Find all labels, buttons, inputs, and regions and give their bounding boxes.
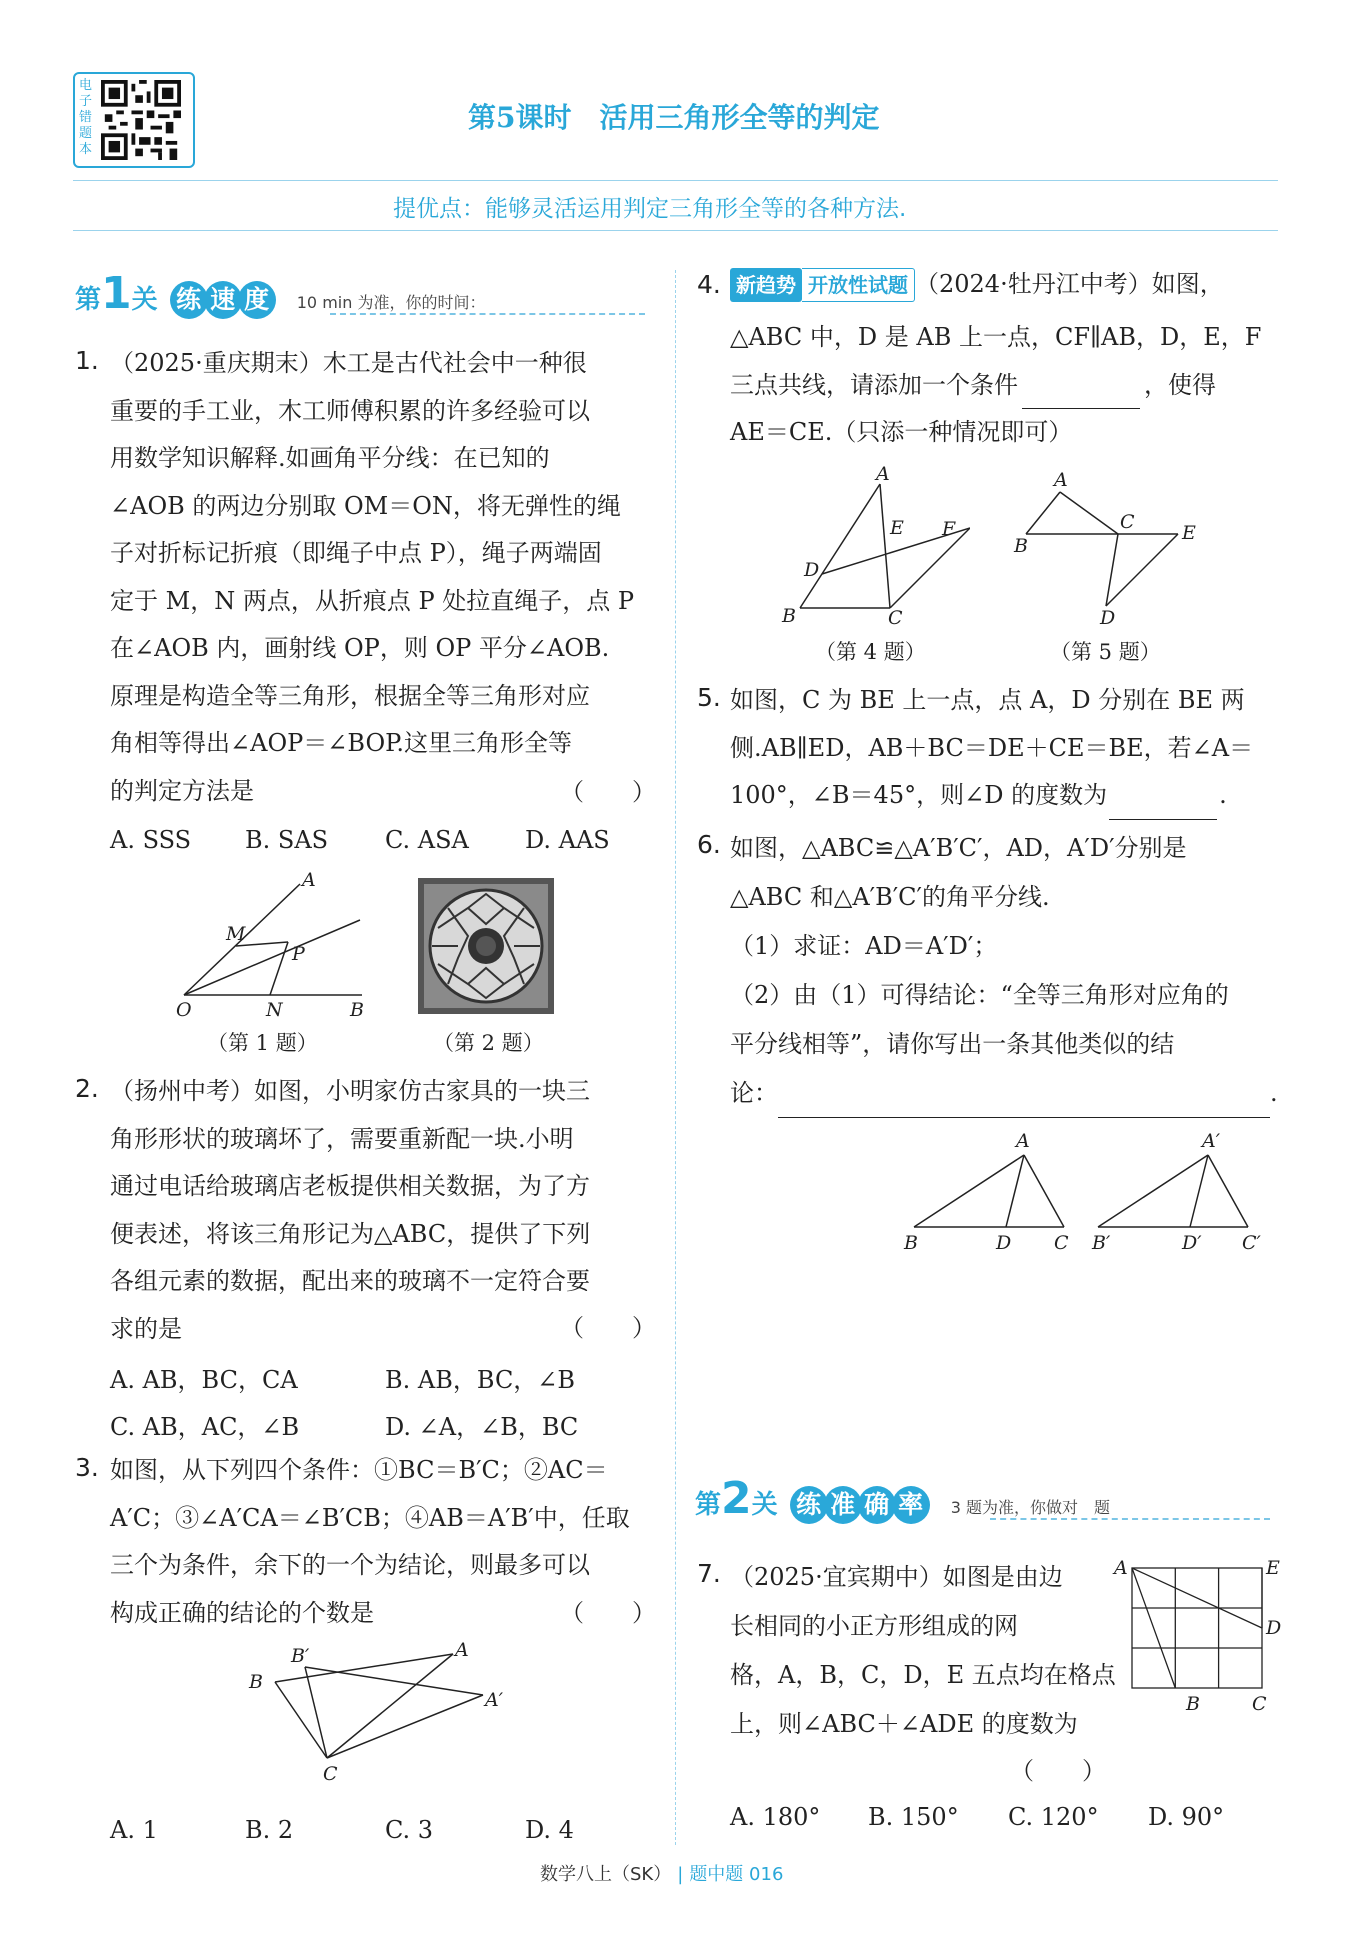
key-point: 提优点：能够灵活运用判定三角形全等的各种方法. — [393, 196, 907, 222]
q1-line: （2025·重庆期末）木工是古代社会中一种很 — [110, 349, 587, 377]
q1-figure-caption: （第 1 题） — [207, 1031, 318, 1055]
section2-title-char: 准 — [824, 1486, 862, 1524]
fig5-label-c: C — [1120, 511, 1135, 533]
q2-line: 求的是 — [110, 1314, 182, 1343]
q1-line: 子对折标记折痕（即绳子中点 P），绳子两端固 — [110, 539, 602, 567]
fig6-label-d-prime: D′ — [1182, 1232, 1202, 1254]
fig5-label-d: D — [1100, 607, 1116, 627]
section2-title-char: 率 — [892, 1486, 930, 1524]
q2-line: 角形形状的玻璃坏了，需要重新配一块.小明 — [110, 1124, 574, 1153]
fig6-label-a-prime: A′ — [1202, 1130, 1221, 1152]
q7-line: 长相同的小正方形组成的网 — [730, 1612, 1018, 1640]
fig3-label-c: C — [323, 1763, 338, 1785]
fig6-label-a: A — [1016, 1130, 1030, 1152]
q3-line: A′C；③∠A′CA＝∠B′CB；④AB＝A′B′中，任取 — [110, 1503, 630, 1532]
fig1-ray-op — [184, 920, 360, 995]
fig5-label-e: E — [1182, 522, 1196, 544]
q3-option-c[interactable]: C. 3 — [385, 1816, 434, 1844]
q6-line: 平分线相等”，请你写出一条其他类似的结 — [730, 1030, 1175, 1058]
section1-suffix: 关 — [131, 285, 158, 315]
section1-header — [75, 268, 485, 319]
section1-note: 10 min 为准，你的时间： — [296, 293, 486, 312]
q1-number: 1. — [75, 346, 99, 375]
section2-prefix: 第 — [695, 1490, 722, 1520]
figure-6 — [900, 1125, 1270, 1260]
fig1-np — [270, 942, 288, 995]
section1-title-char: 度 — [238, 281, 276, 319]
column-divider — [675, 270, 676, 1845]
footer-page: 题中题 016 — [689, 1864, 784, 1885]
q2-line: （扬州中考）如图，小明家仿古家具的一块三 — [110, 1077, 590, 1105]
q7-line: 格，A，B，C，D，E 五点均在格点 — [730, 1661, 1116, 1689]
q1-line: 角相等得出∠AOP＝∠BOP.这里三角形全等 — [110, 729, 573, 757]
fig1-label-p: P — [292, 943, 305, 965]
q1-option-c[interactable]: C. ASA — [385, 826, 469, 854]
footer-separator: | — [677, 1864, 684, 1885]
fig7-label-a: A — [1114, 1557, 1128, 1579]
fig7-label-d: D — [1266, 1617, 1282, 1639]
q3-line: 构成正确的结论的个数是 — [110, 1598, 374, 1627]
figure-7-grid — [1110, 1548, 1285, 1713]
q1-line: ∠AOB 的两边分别取 OM＝ON，将无弹性的绳 — [110, 491, 621, 520]
q7-option-b[interactable]: B. 150° — [868, 1803, 959, 1831]
q3-line: 如图，从下列四个条件：①BC＝B′C；②AC＝ — [110, 1456, 608, 1484]
footer — [540, 1860, 783, 1886]
figure-3 — [245, 1640, 515, 1785]
fig6-label-b: B — [904, 1232, 918, 1254]
fig1-label-a: A — [302, 870, 316, 891]
q7-option-a[interactable]: A. 180° — [730, 1803, 821, 1831]
section2-underline — [990, 1518, 1270, 1520]
q5-line-with-blank: 100°，∠B＝45°，则∠D 的度数为 . — [730, 772, 1290, 820]
fig6-label-b-prime: B′ — [1092, 1232, 1111, 1254]
q1-option-a[interactable]: A. SSS — [110, 826, 192, 854]
fig3-label-a-prime: A′ — [485, 1689, 504, 1711]
q6-line: △ABC 和△A′B′C′的角平分线. — [730, 883, 1050, 911]
q4-number: 4. — [697, 270, 721, 299]
q4-line: AE＝CE.（只添一种情况即可） — [730, 418, 1073, 446]
q5-number: 5. — [697, 683, 721, 712]
q6-text — [730, 824, 1290, 1118]
q5-line: 如图，C 为 BE 上一点，点 A，D 分别在 BE 两 — [730, 686, 1245, 714]
section1-title-char: 练 — [170, 281, 208, 319]
q2-line: 通过电话给玻璃店老板提供相关数据，为了方 — [110, 1172, 590, 1200]
q5-blank[interactable] — [1109, 789, 1217, 820]
section1-title-char: 速 — [204, 281, 242, 319]
q2-line: 各组元素的数据，配出来的玻璃不一定符合要 — [110, 1267, 590, 1295]
q6-line: 如图，△ABC≌△A′B′C′，AD，A′D′分别是 — [730, 834, 1187, 862]
fig3-label-b: B — [249, 1671, 263, 1693]
q2-number: 2. — [75, 1074, 99, 1103]
qr-block — [73, 72, 195, 168]
header-divider-bottom — [73, 230, 1278, 231]
fig1-label-m: M — [226, 923, 246, 945]
q3-option-b[interactable]: B. 2 — [245, 1816, 294, 1844]
q4-figure-caption: （第 4 题） — [815, 640, 926, 664]
fig1-label-b: B — [350, 999, 364, 1020]
q2-option-d[interactable]: D. ∠A，∠B，BC — [385, 1413, 579, 1441]
section2-title-char: 练 — [790, 1486, 828, 1524]
fig5-label-b: B — [1014, 535, 1028, 557]
qr-label: 电子错题本 — [79, 78, 93, 157]
section2-header — [695, 1473, 1110, 1524]
q1-option-b[interactable]: B. SAS — [245, 826, 329, 854]
fig5-label-a: A — [1054, 472, 1068, 491]
q5-line: 侧.AB∥ED，AB＋BC＝DE＋CE＝BE，若∠A＝ — [730, 733, 1254, 762]
q7-number: 7. — [697, 1559, 721, 1588]
q4-line: △ABC 中，D 是 AB 上一点，CF∥AB，D，E，F — [730, 323, 1262, 351]
q7-answer-paren[interactable]: （ ） — [1010, 1757, 1106, 1785]
q1-text — [110, 340, 665, 815]
q3-answer-paren[interactable]: （ ） — [560, 1599, 656, 1627]
q1-line: 定于 M，N 两点，从折痕点 P 处拉直绳子，点 P — [110, 586, 635, 615]
q1-line: 的判定方法是 — [110, 776, 254, 805]
fig7-label-b: B — [1186, 1693, 1200, 1713]
q1-answer-paren[interactable]: （ ） — [560, 778, 656, 806]
fig7-label-e: E — [1266, 1557, 1280, 1579]
figure-5 — [1010, 472, 1210, 627]
figure-2-window-lattice — [418, 878, 554, 1014]
section2-suffix: 关 — [751, 1490, 778, 1520]
fig4-label-f: F — [942, 518, 956, 540]
qr-code-icon — [101, 80, 181, 160]
q1-line: 用数学知识解释.如画角平分线：在已知的 — [110, 444, 550, 472]
figure-4 — [770, 466, 970, 626]
q3-line: 三个为条件，余下的一个为结论，则最多可以 — [110, 1551, 590, 1579]
section1-number: 1 — [101, 268, 132, 319]
q4-tag-open: 开放性试题 — [802, 268, 915, 302]
q2-option-b[interactable]: B. AB，BC，∠B — [385, 1366, 576, 1394]
q1-option-d[interactable]: D. AAS — [525, 826, 610, 854]
q6-number: 6. — [697, 830, 721, 859]
q6-line: （2）由（1）可得结论：“全等三角形对应角的 — [730, 981, 1229, 1009]
q1-line: 原理是构造全等三角形，根据全等三角形对应 — [110, 681, 590, 710]
q7-option-c[interactable]: C. 120° — [1008, 1803, 1099, 1831]
q6-line: （1）求证：AD＝A′D′； — [730, 932, 998, 960]
fig4-label-b: B — [782, 605, 796, 626]
q2-answer-paren[interactable]: （ ） — [560, 1314, 656, 1342]
q7-line: 上，则∠ABC＋∠ADE 的度数为 — [730, 1710, 1078, 1738]
q3-option-d[interactable]: D. 4 — [525, 1816, 574, 1844]
fig6-label-d: D — [996, 1232, 1012, 1254]
fig7-label-c: C — [1252, 1693, 1267, 1713]
q7-option-d[interactable]: D. 90° — [1148, 1803, 1225, 1831]
section2-title-char: 确 — [858, 1486, 896, 1524]
fig1-label-o: O — [176, 999, 192, 1020]
q4-blank[interactable] — [1022, 378, 1140, 409]
q5-text — [730, 677, 1290, 820]
q3-option-a[interactable]: A. 1 — [110, 1816, 158, 1844]
fig3-label-b-prime: B′ — [291, 1645, 310, 1667]
section2-number: 2 — [721, 1473, 752, 1524]
q2-figure-caption: （第 2 题） — [433, 1031, 544, 1055]
fig6-label-c: C — [1054, 1232, 1069, 1254]
fig1-label-n: N — [266, 999, 283, 1020]
q1-line: 在∠AOB 内，画射线 OP，则 OP 平分∠AOB. — [110, 634, 610, 662]
q4-line-with-blank: 三点共线，请添加一个条件 ，使得 — [730, 362, 1290, 410]
q1-line: 重要的手工业，木工师傅积累的许多经验可以 — [110, 396, 590, 425]
figure-1 — [170, 870, 370, 1020]
fig4-label-e: E — [890, 517, 904, 539]
fig3-label-a: A — [455, 1640, 469, 1661]
q3-number: 3. — [75, 1453, 99, 1482]
footer-book: 数学八上（SK） — [540, 1864, 672, 1885]
fig4-label-c: C — [888, 607, 903, 626]
q2-option-c[interactable]: C. AB，AC，∠B — [110, 1413, 300, 1441]
lesson-title: 第5课时 活用三角形全等的判定 — [468, 101, 880, 134]
q4-first-line — [730, 268, 1224, 302]
q5-figure-caption: （第 5 题） — [1050, 640, 1161, 664]
q4-source: （2024·牡丹江中考）如图， — [915, 270, 1224, 298]
q2-line: 便表述，将该三角形记为△ABC，提供了下列 — [110, 1219, 591, 1248]
section1-underline — [330, 313, 645, 315]
q7-text — [730, 1553, 1130, 1749]
q4-text — [730, 314, 1290, 457]
q2-option-a[interactable]: A. AB，BC，CA — [110, 1366, 298, 1394]
fig4-label-a: A — [876, 466, 890, 485]
q7-line: （2025·宜宾期中）如图是由边 — [730, 1563, 1063, 1591]
q4-tag-trend: 新趋势 — [730, 268, 802, 302]
section2-note: 3 题为准，你做对 题 — [950, 1498, 1111, 1517]
fig6-label-c-prime: C′ — [1242, 1232, 1261, 1254]
header-divider-top — [73, 180, 1278, 181]
q6-blank[interactable] — [778, 1087, 1270, 1118]
q6-line-with-blank: 论： . — [730, 1069, 1290, 1118]
fig4-label-d: D — [804, 559, 820, 581]
section1-prefix: 第 — [75, 285, 102, 315]
